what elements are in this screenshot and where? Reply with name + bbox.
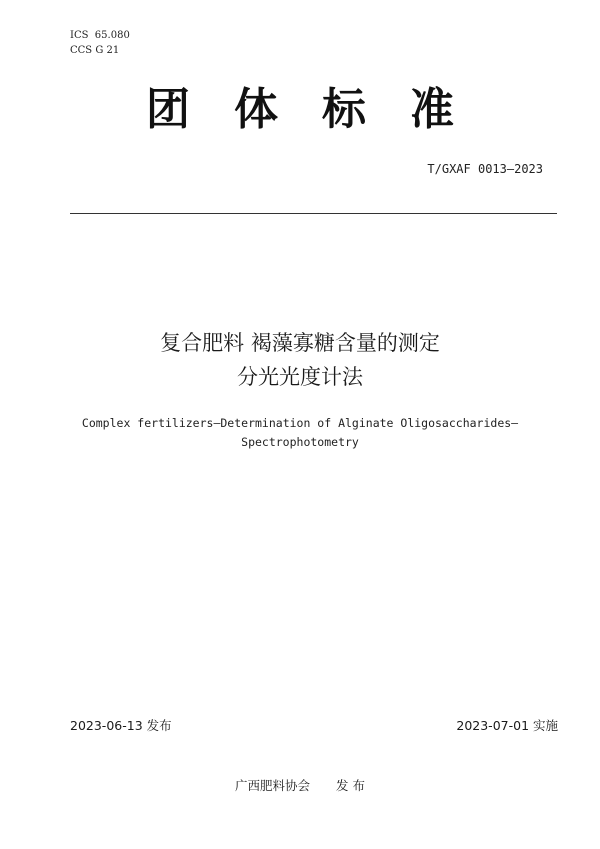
issuer-line [0, 776, 600, 794]
chinese-title [0, 326, 600, 394]
ics-code: ICS 65.080 [70, 30, 130, 41]
issuer-action: 发 布 [336, 778, 365, 793]
english-title-line-2: Spectrophotometry [241, 435, 359, 449]
english-title-line-1: Complex fertilizers—Determination of Alginate Oligosaccharides— [81, 416, 519, 430]
implementation-date: 2023-07-01 实施 [456, 718, 558, 733]
horizontal-divider [70, 213, 557, 214]
chinese-title-line-1: 复合肥料 褐藻寡糖含量的测定 [160, 331, 440, 355]
issuer-name: 广西肥料协会 [235, 778, 311, 793]
english-title [0, 414, 600, 452]
chinese-title-line-2: 分光光度计法 [237, 365, 363, 389]
publish-date: 2023-06-13 发布 [70, 718, 172, 733]
standard-type-heading: 团体标准 [146, 84, 498, 135]
standard-number: T/GXAF 0013—2023 [427, 162, 543, 176]
date-row [70, 716, 558, 734]
classification-codes [70, 28, 130, 58]
ccs-code: CCS G 21 [70, 45, 120, 56]
